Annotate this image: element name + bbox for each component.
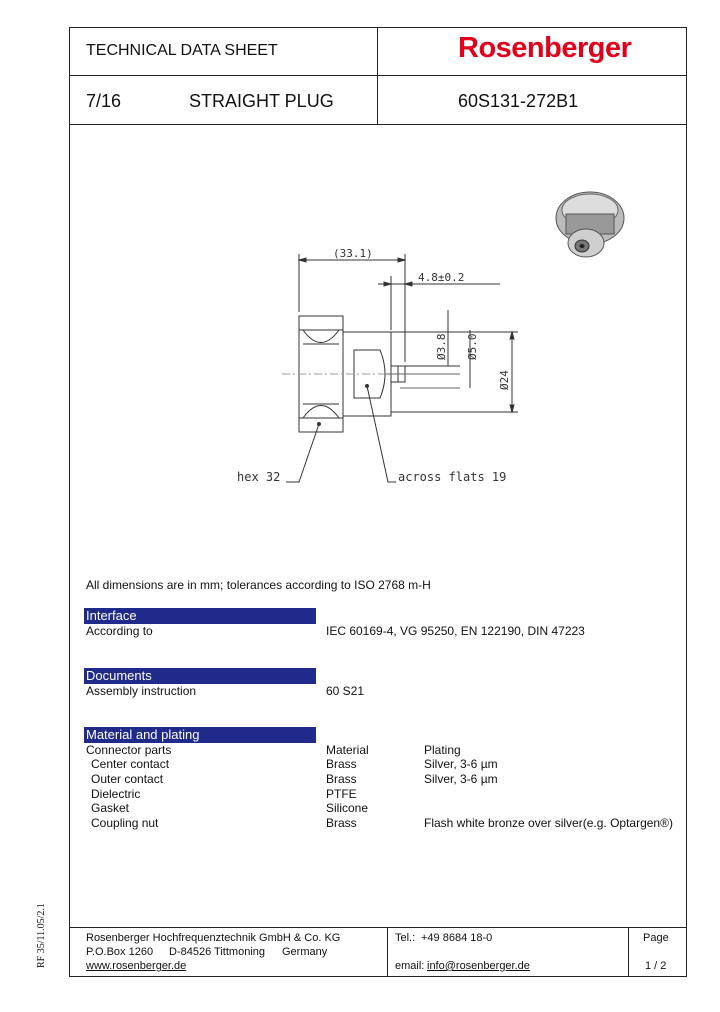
footer-website-link[interactable]: www.rosenberger.de bbox=[86, 960, 187, 972]
col-parts: Connector parts bbox=[86, 743, 172, 757]
col-plating: Plating bbox=[424, 743, 461, 757]
label-hex: hex 32 bbox=[237, 470, 281, 484]
footer-pobox: P.O.Box 1260 bbox=[86, 946, 154, 958]
label-flats: across flats 19 bbox=[398, 470, 507, 484]
table-row-material: Silicone bbox=[326, 801, 369, 815]
footer-divider bbox=[69, 927, 687, 928]
product-name: STRAIGHT PLUG bbox=[189, 91, 334, 111]
page-number: 1 / 2 bbox=[645, 960, 667, 972]
dim-tolerance: 4.8±0.2 bbox=[418, 271, 465, 284]
dim-d1: Ø3.8 bbox=[435, 333, 448, 360]
section-material: Material and plating bbox=[84, 727, 316, 743]
table-row-part: Coupling nut bbox=[91, 816, 159, 830]
table-row-part: Dielectric bbox=[91, 787, 141, 801]
table-row-part: Center contact bbox=[91, 757, 170, 771]
product-photo bbox=[556, 192, 624, 257]
table-row-plating: Silver, 3-6 µm bbox=[424, 757, 498, 771]
dim-d2: Ø5.0 bbox=[466, 333, 479, 360]
footer-city: D-84526 Tittmoning bbox=[169, 946, 265, 958]
table-row-material: Brass bbox=[326, 757, 357, 771]
table-row-material: Brass bbox=[326, 772, 357, 786]
documents-value: 60 S21 bbox=[326, 684, 365, 698]
tel-number: +49 8684 18-0 bbox=[421, 932, 493, 944]
side-code: RF 35/11.05/2.1 bbox=[36, 903, 47, 968]
table-row-plating: Silver, 3-6 µm bbox=[424, 772, 498, 786]
doc-type: TECHNICAL DATA SHEET bbox=[86, 42, 278, 59]
brand-logo: Rosenberger bbox=[458, 32, 632, 64]
section-documents: Documents bbox=[84, 668, 316, 684]
table-row-plating: Flash white bronze over silver(e.g. Optargen®) bbox=[424, 816, 673, 830]
table-row-material: Brass bbox=[326, 816, 357, 830]
section-interface: Interface bbox=[84, 608, 316, 624]
interface-value: IEC 60169-4, VG 95250, EN 122190, DIN 47223 bbox=[326, 624, 585, 638]
footer-country: Germany bbox=[282, 946, 328, 958]
col-material: Material bbox=[326, 743, 369, 757]
dimension-note: All dimensions are in mm; tolerances according to ISO 2768 m-H bbox=[86, 578, 431, 592]
dim-d3: Ø24 bbox=[498, 370, 511, 390]
series: 7/16 bbox=[86, 91, 122, 111]
tel-label: Tel.: bbox=[395, 932, 416, 944]
table-row-part: Outer contact bbox=[91, 772, 164, 786]
footer-company: Rosenberger Hochfrequenztechnik GmbH & Co. KG bbox=[86, 932, 341, 944]
table-row-part: Gasket bbox=[91, 801, 130, 815]
documents-label: Assembly instruction bbox=[86, 684, 197, 698]
email-label: email: bbox=[395, 960, 425, 972]
footer-divider-1 bbox=[387, 927, 388, 977]
interface-label: According to bbox=[86, 624, 153, 638]
footer-divider-2 bbox=[628, 927, 629, 977]
dim-length: (33.1) bbox=[333, 247, 373, 260]
page-label: Page bbox=[643, 932, 669, 944]
part-number: 60S131-272B1 bbox=[458, 91, 579, 111]
table-row-material: PTFE bbox=[326, 787, 357, 801]
email-link[interactable]: info@rosenberger.de bbox=[427, 960, 530, 972]
